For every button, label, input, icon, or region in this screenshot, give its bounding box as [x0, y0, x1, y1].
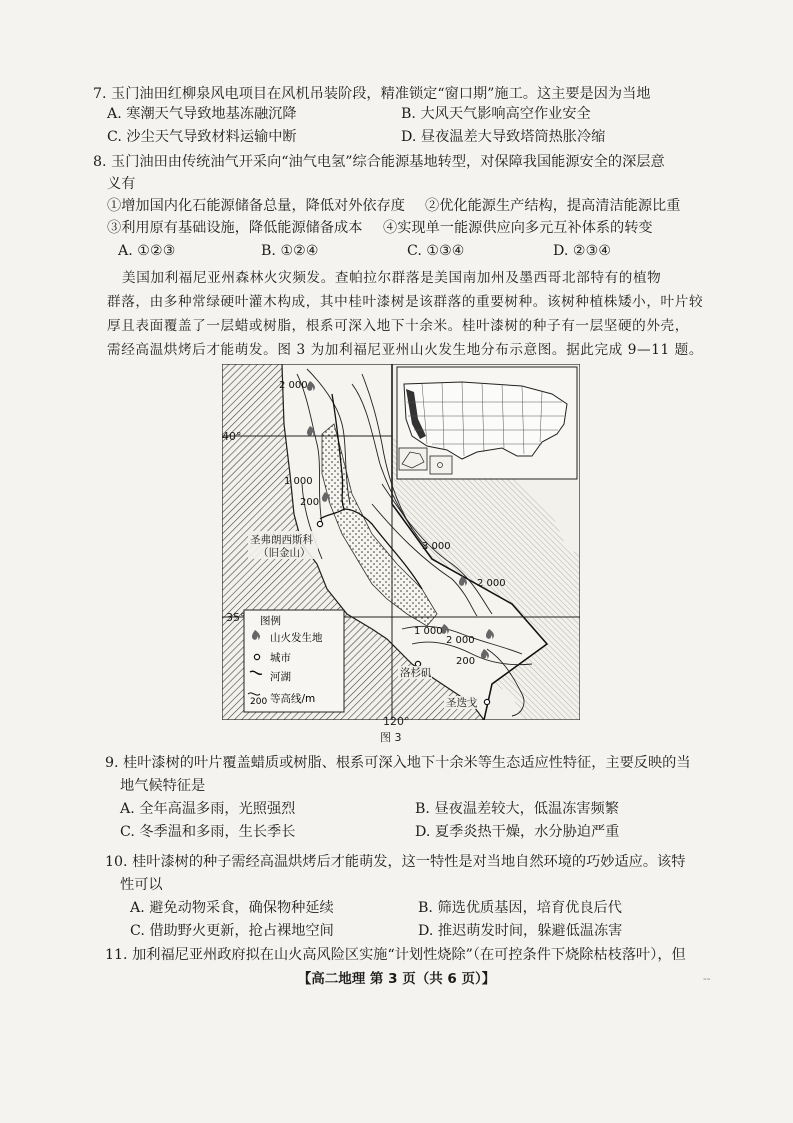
passage-line-2: 群落，由多种常绿硬叶灌木构成，其中桂叶漆树是该群落的重要树种。该树种植株矮小，叶片较	[107, 294, 704, 310]
q9-option-c: C. 冬季温和多雨，生长季长	[120, 824, 296, 840]
legend-fire-label: 山火发生地	[270, 632, 323, 644]
q9-stem: 9. 桂叶漆树的叶片覆盖蜡质或树脂、根系可深入地下十余米等生态适应性特征，主要反映的当	[105, 755, 691, 771]
q8-stem-cont: 义有	[107, 176, 136, 192]
city-label-la: 洛杉矶	[400, 667, 432, 679]
longitude-120-label: 120°	[383, 715, 410, 728]
legend-title: 图例	[260, 615, 281, 627]
contour-label: 200	[456, 656, 476, 667]
q9-stem-cont: 地气候特征是	[120, 778, 206, 794]
q9-option-a: A. 全年高温多雨，光照强烈	[120, 801, 296, 817]
city-label-sd: 圣迭戈	[446, 697, 478, 709]
passage-line-1: 美国加利福尼亚州森林火灾频发。查帕拉尔群落是美国南加州及墨西哥北部特有的植物	[122, 270, 662, 286]
legend-contour-label: 等高线/m	[270, 693, 316, 705]
contour-label: 2 000	[477, 578, 506, 589]
q11-stem: 11. 加利福尼亚州政府拟在山火高风险区实施“计划性烧除”（在可控条件下烧除枯枝落叶），但	[105, 947, 686, 963]
contour-label: 2 000	[279, 380, 308, 391]
california-wildfire-map	[222, 364, 580, 720]
q10-option-c: C. 借助野火更新，抢占裸地空间	[130, 923, 334, 939]
q8-option-c: C. ①③④	[407, 243, 465, 259]
q8-statement-4: ④实现单一能源供应向多元互补体系的转变	[383, 220, 653, 236]
q9-option-d: D. 夏季炎热干燥，水分胁迫严重	[415, 824, 620, 840]
q9-option-b: B. 昼夜温差较大，低温冻害频繁	[415, 801, 619, 817]
q7-option-c: C. 沙尘天气导致材料运输中断	[107, 129, 297, 145]
q10-stem: 10. 桂叶漆树的种子需经高温烘烤后才能萌发，这一特性是对当地自然环境的巧妙适应。该特	[105, 854, 686, 870]
city-label-sf: 圣弗朗西斯科	[250, 534, 313, 546]
contour-label: 1 000	[284, 476, 313, 487]
page-footer: 【高二地理 第 3 页（共 6 页）】	[297, 971, 496, 987]
q8-option-d: D. ②③④	[553, 243, 612, 259]
map-legend	[244, 610, 344, 712]
city-marker-sd	[484, 699, 489, 704]
q8-option-a: A. ①②③	[118, 243, 176, 259]
contour-label: 200	[300, 497, 320, 508]
q10-option-d: D. 推迟萌发时间，躲避低温冻害	[418, 923, 623, 939]
legend-city-label: 城市	[270, 652, 291, 664]
q7-option-b: B. 大风天气影响高空作业安全	[401, 106, 591, 122]
city-icon	[254, 654, 259, 659]
q10-option-a: A. 避免动物采食，确保物种延续	[130, 900, 334, 916]
city-marker-sf	[317, 521, 322, 526]
q7-option-d: D. 昼夜温差大导致塔筒热胀冷缩	[401, 129, 606, 145]
footer-mark: --	[703, 972, 711, 985]
contour-label: 1 000	[414, 626, 443, 637]
passage-line-4: 需经高温烘烤后才能萌发。图 3 为加利福尼亚州山火发生地分布示意图。据此完成 9—11 题。	[107, 342, 704, 358]
q10-option-b: B. 筛选优质基因，培育优良后代	[418, 900, 622, 916]
figure-caption: 图 3	[380, 731, 402, 744]
q7-option-a: A. 寒潮天气导致地基冻融沉降	[107, 106, 297, 122]
q8-statement-3: ③利用原有基础设施，降低能源储备成本	[107, 220, 363, 236]
usa-inset-map	[397, 367, 577, 479]
q8-statement-1: ①增加国内化石能源储备总量，降低对外依存度	[107, 198, 405, 214]
latitude-35-label: 35°	[226, 611, 246, 624]
latitude-40-label: 40°	[222, 430, 242, 443]
legend-contour-sample: 200	[250, 697, 268, 707]
contour-label: 2 000	[446, 635, 475, 646]
legend-river-label: 河湖	[270, 671, 291, 683]
q8-option-b: B. ①②④	[261, 243, 319, 259]
q8-stem: 8. 玉门油田由传统油气开采向“油气电氢”综合能源基地转型，对保障我国能源安全的深层意	[93, 154, 665, 170]
q7-stem: 7. 玉门油田红柳泉风电项目在风机吊装阶段，精准锁定“窗口期”施工。这主要是因为当地	[93, 86, 651, 102]
city-label-sf-alt: （旧金山）	[258, 547, 311, 559]
passage-line-3: 厚且表面覆盖了一层蜡或树脂，根系可深入地下十余米。桂叶漆树的种子有一层坚硬的外壳，	[107, 318, 689, 334]
city-marker-la	[415, 661, 420, 666]
contour-label: 3 000	[422, 541, 451, 552]
q8-statement-2: ②优化能源生产结构，提高清洁能源比重	[425, 198, 681, 214]
q10-stem-cont: 性可以	[120, 877, 163, 893]
